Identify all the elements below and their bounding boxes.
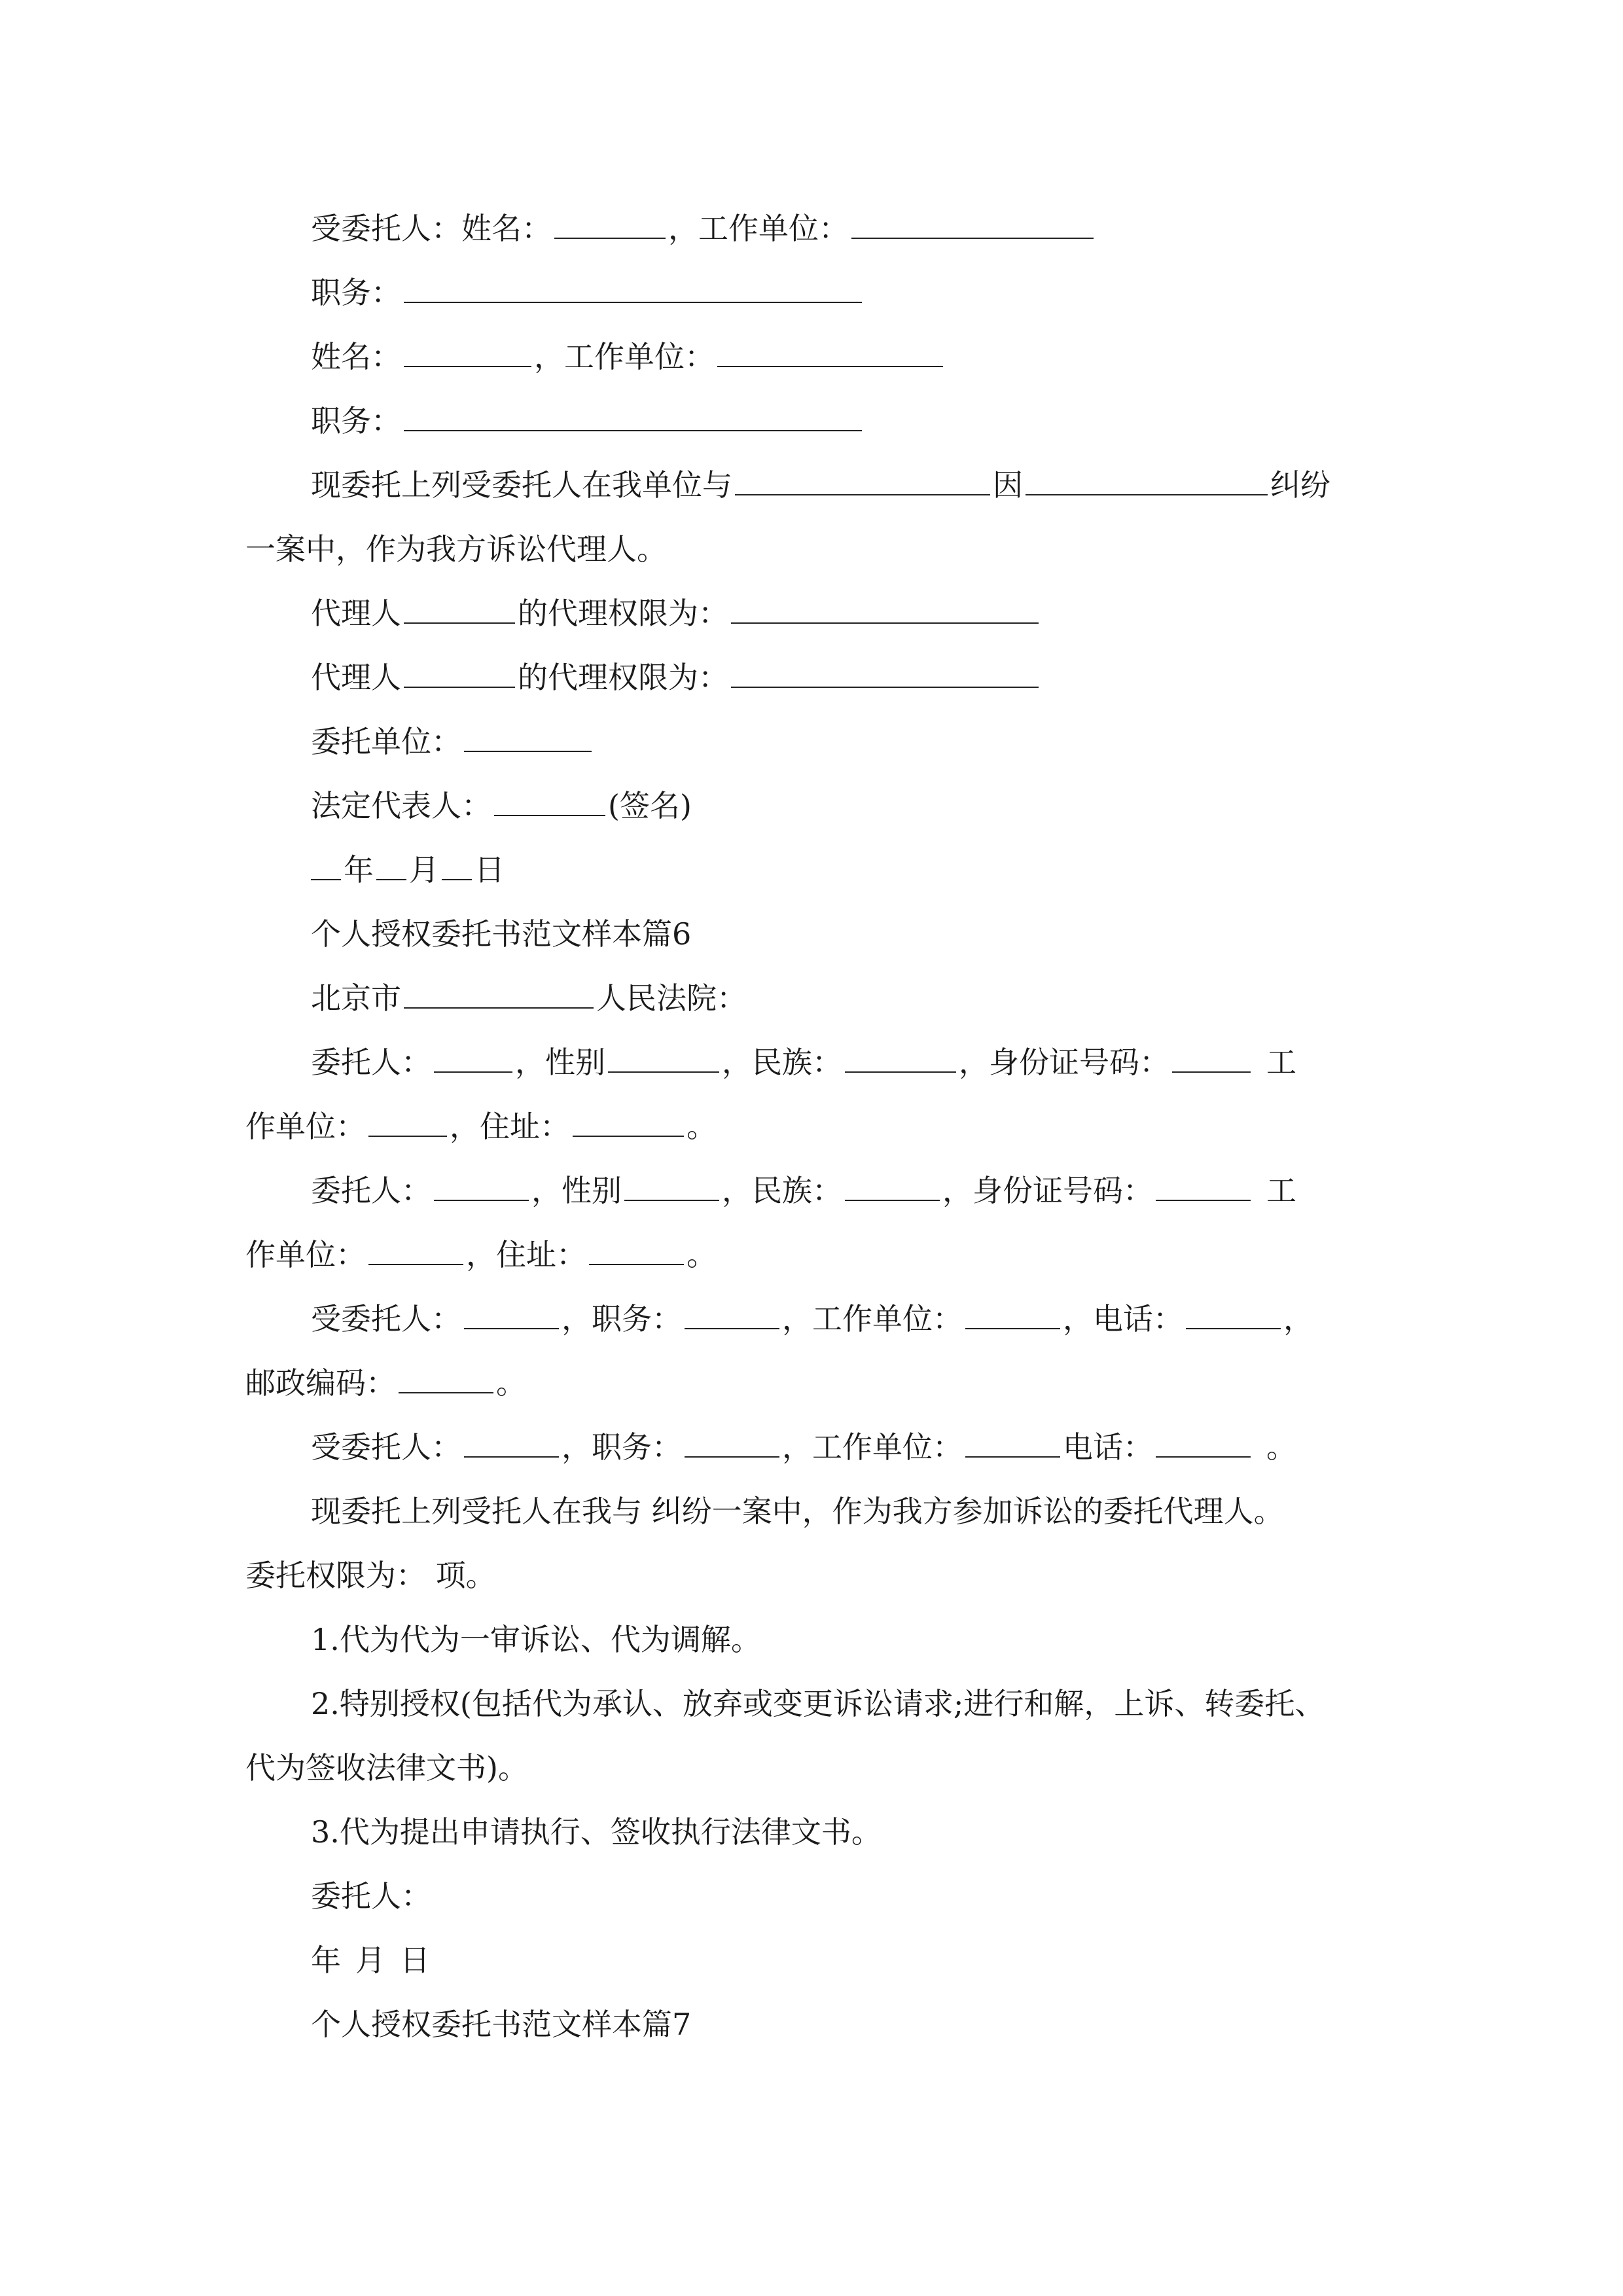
legal-rep-label: 法定代表人： [311,788,491,823]
principal-line-cont [245,1094,717,1158]
blank [624,1174,719,1201]
blank [368,1109,447,1137]
blank [399,1366,493,1393]
entrusting-unit-line [311,709,594,774]
authority-label: 的代理权限为： [518,660,728,695]
agent-authority-line [311,645,1041,709]
date-line [311,838,505,902]
blank [376,853,406,880]
entrusting-unit-label: 委托单位： [311,724,461,759]
list-item [311,1800,882,1864]
name-label: 姓名： [311,339,401,374]
blank [845,1174,940,1201]
year-label: 年 [344,852,374,888]
postal-code-line [245,1351,526,1415]
work-label-part: 工 [1266,1045,1296,1080]
work-label-part: 工 [1266,1173,1296,1208]
list-item-text: 1.代为代为一审诉讼、代为调解。 [311,1622,761,1657]
blank [717,340,943,367]
period: 。 [1266,1429,1296,1465]
ethnicity-label: ，民族： [722,1045,842,1080]
section-title: 个人授权委托书范文样本篇7 [311,2007,692,2042]
blank [845,1045,956,1073]
blank [434,1045,512,1073]
year-label: 年 [311,1943,341,1978]
id-number-label: ，身份证号码： [959,1045,1169,1080]
entrust-paragraph-line [311,453,1330,517]
period: 。 [687,1109,717,1144]
work-unit-label: 作单位： [245,1237,366,1272]
principal-label: 委托人： [311,1878,431,1914]
entrust-statement [311,1479,1284,1543]
blank [404,660,515,688]
list-item-text: 代为签收法律文书)。 [245,1750,528,1785]
date-line [311,1928,430,1992]
blank [1156,1430,1251,1458]
section-heading [311,1992,691,2056]
blank [1186,1302,1281,1329]
paragraph-text: 委托权限为： 项。 [245,1558,496,1593]
position-label: 职务： [311,275,401,310]
address-label: ，住址： [466,1237,586,1272]
list-item [311,1607,761,1672]
paragraph-text: 一案中，作为我方诉讼代理人。 [245,531,667,567]
day-label: 日 [400,1943,430,1978]
agent-authority-line [311,581,1041,645]
blank [1172,1045,1251,1073]
name-line [311,325,946,389]
court-line [311,966,747,1030]
position-line [311,389,865,453]
city-label: 北京市 [311,980,401,1016]
signature-note: (签名) [608,788,692,823]
address-label: ，住址： [450,1109,570,1144]
principal-label: 委托人： [311,1045,431,1080]
trustee-contact-line [311,1415,1296,1479]
principal-signature-line [311,1864,431,1928]
section-title: 个人授权委托书范文样本篇6 [311,916,692,952]
principal-line-cont [245,1223,717,1287]
trustee-contact-line [311,1287,1313,1351]
blank [589,1238,684,1265]
work-unit-label: 作单位： [245,1109,366,1144]
position-line [311,260,865,325]
comma: ， [1283,1301,1313,1336]
ethnicity-label: ，民族： [722,1173,842,1208]
work-unit-label: ，工作单位： [782,1301,963,1336]
blank [464,725,592,752]
blank [731,596,1039,624]
postal-code-label: 邮政编码： [245,1365,396,1401]
month-label: 月 [409,852,439,888]
trustee-name-line [311,196,1096,260]
blank [311,853,341,880]
list-item-text: 2.特别授权(包括代为承认、放弃或变更诉讼请求;进行和解，上诉、转委托、 [311,1686,1325,1721]
cause-text: 因 [993,467,1023,503]
gender-label: ，性别 [515,1045,605,1080]
trustee-label: 受委托人： [311,1429,461,1465]
period: 。 [687,1237,717,1272]
blank [608,1045,719,1073]
blank [851,211,1094,239]
position-label: 职务： [311,403,401,439]
court-label: 人民法院： [596,980,747,1016]
blank [965,1302,1060,1329]
dispute-text: 纠纷 [1270,467,1330,503]
blank [965,1430,1060,1458]
agent-label: 代理人 [311,596,401,631]
month-label: 月 [355,1943,385,1978]
id-number-label: ，身份证号码： [942,1173,1153,1208]
section-heading [311,902,691,966]
work-unit-label: ，工作单位： [534,339,715,374]
blank [442,853,472,880]
position-label: ，职务： [562,1429,682,1465]
entrust-text: 现委托上列受委托人在我单位与 [311,467,732,503]
gender-label: ，性别 [531,1173,622,1208]
blank [404,276,862,303]
trustee-name-label: 受委托人：姓名： [311,211,552,246]
blank [573,1109,684,1137]
principal-line [311,1030,1296,1094]
list-item-text: 3.代为提出申请执行、签收执行法律文书。 [311,1814,882,1850]
agent-label: 代理人 [311,660,401,695]
blank [1156,1174,1251,1201]
authority-scope-line [245,1543,496,1607]
day-label: 日 [474,852,505,888]
blank [554,211,666,239]
list-item-cont [245,1736,528,1800]
phone-label: ，电话： [1063,1301,1183,1336]
blank [735,468,990,495]
blank [404,981,594,1009]
period: 。 [496,1365,526,1401]
trustee-label: 受委托人： [311,1301,461,1336]
blank [368,1238,463,1265]
blank [685,1430,779,1458]
blank [434,1174,529,1201]
authority-label: 的代理权限为： [518,596,728,631]
position-label: ，职务： [562,1301,682,1336]
blank [685,1302,779,1329]
blank [404,404,862,431]
blank [1026,468,1268,495]
blank [464,1430,559,1458]
legal-rep-line [311,774,692,838]
work-unit-label: ，工作单位： [782,1429,963,1465]
phone-label: 电话： [1063,1429,1153,1465]
paragraph-text: 现委托上列受托人在我与 纠纷一案中，作为我方参加诉讼的委托代理人。 [311,1494,1284,1529]
principal-label: 委托人： [311,1173,431,1208]
principal-line [311,1158,1296,1223]
blank [494,789,605,816]
work-unit-label: ，工作单位： [668,211,849,246]
list-item [311,1672,1325,1736]
blank [731,660,1039,688]
blank [404,340,531,367]
blank [404,596,515,624]
blank [464,1302,559,1329]
entrust-paragraph-cont [245,517,667,581]
